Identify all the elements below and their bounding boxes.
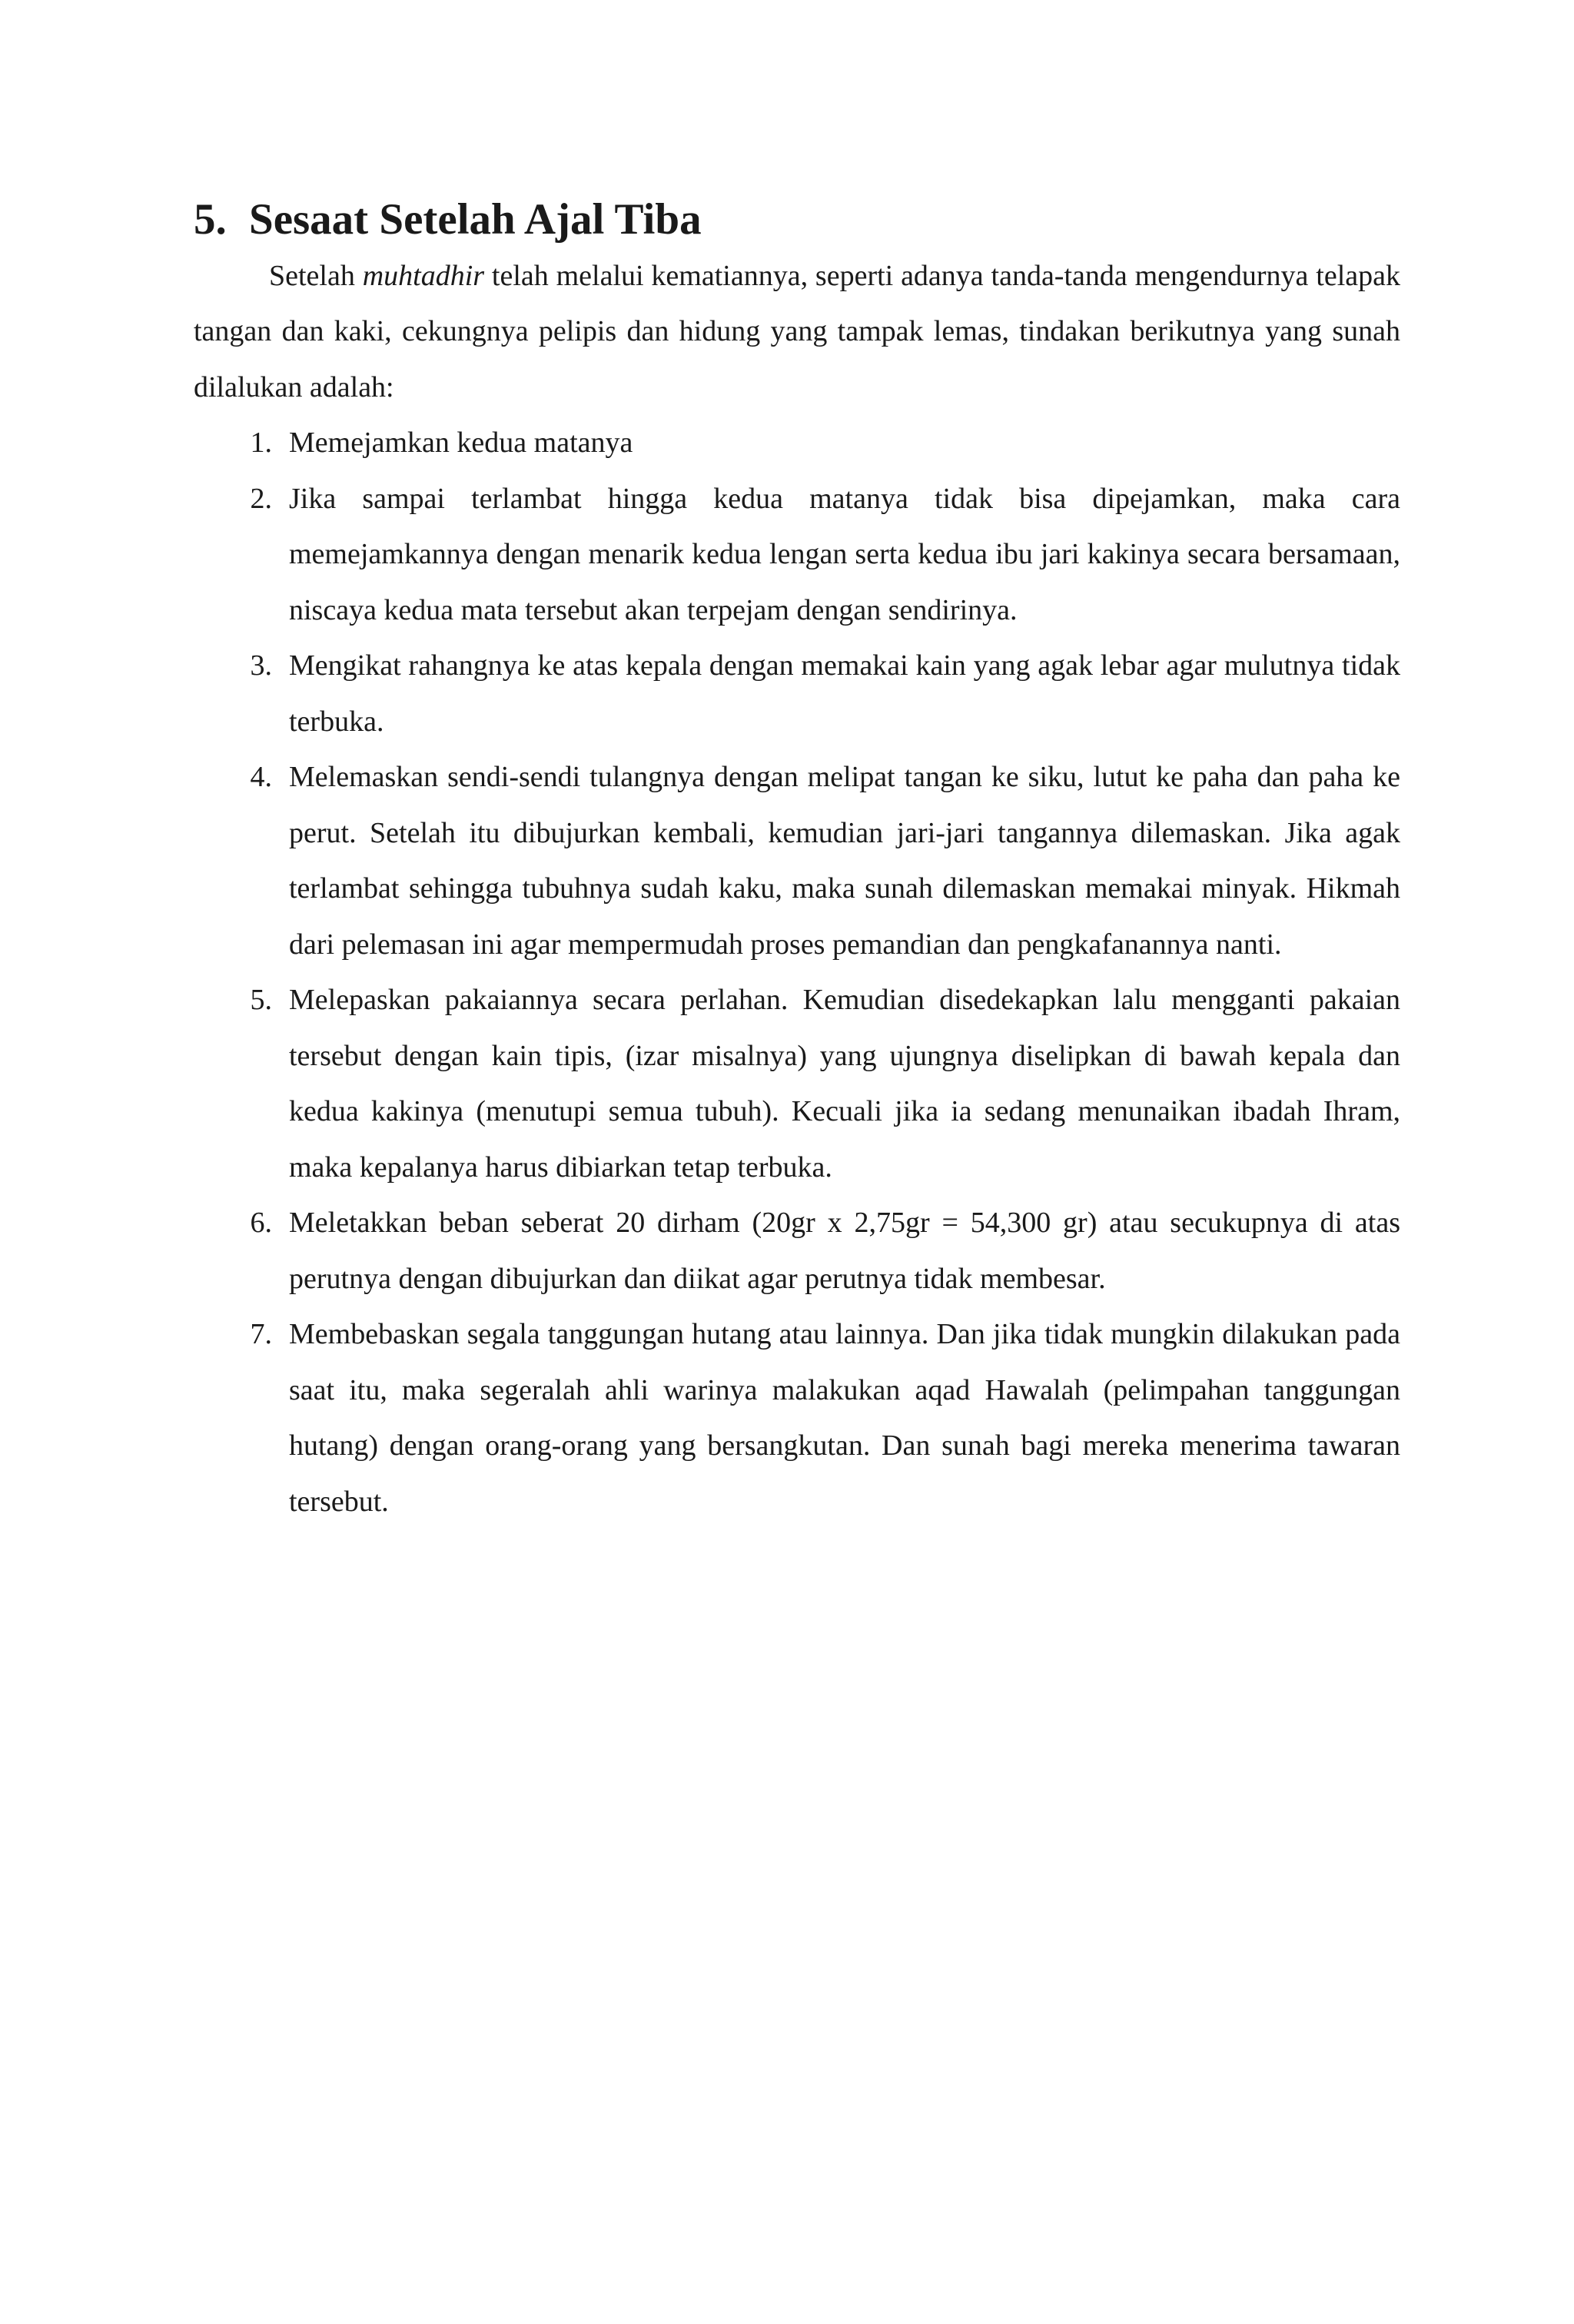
intro-paragraph	[194, 248, 1400, 416]
list-item	[194, 1306, 1400, 1529]
list-item	[194, 749, 1400, 972]
list-item	[194, 415, 1400, 471]
step-text: Memejamkan kedua matanya	[289, 427, 633, 459]
step-number: 1.	[250, 427, 272, 459]
step-text: Jika sampai terlambat hingga kedua matanya tidak bisa dipejamkan, maka cara memejamkannya dengan menarik kedua lengan serta kedua ibu jari kakinya secara bersamaan, niscaya kedua mata tersebut akan terpejam dengan sendirinya.	[289, 482, 1400, 626]
list-item	[194, 638, 1400, 749]
step-number: 5.	[250, 984, 272, 1016]
steps-list	[194, 415, 1400, 1529]
step-number: 4.	[250, 761, 272, 793]
step-number: 3.	[250, 649, 272, 682]
step-text: Membebaskan segala tanggungan hutang atau lainnya. Dan jika tidak mungkin dilakukan pada saat itu, maka segeralah ahli warinya malakukan aqad Hawalah (pelimpahan tanggungan hutang) dengan orang-orang yang bersangkutan. Dan sunah bagi mereka menerima tawaran tersebut.	[289, 1318, 1400, 1518]
section-title: Sesaat Setelah Ajal Tiba	[249, 195, 702, 244]
step-number: 2.	[250, 482, 272, 515]
section-number: 5.	[194, 195, 227, 244]
step-text: Meletakkan beban seberat 20 dirham (20gr x 2,75gr = 54,300 gr) atau secukupnya di atas perutnya dengan dibujurkan dan diikat agar perutnya tidak membesar.	[289, 1207, 1400, 1295]
intro-term: muhtadhir	[362, 259, 485, 292]
list-item	[194, 471, 1400, 639]
step-text: Melemaskan sendi-sendi tulangnya dengan melipat tangan ke siku, lutut ke paha dan paha ke perut. Setelah itu dibujurkan kembali, kemudian jari-jari tangannya dilemaskan. Jika agak terlambat sehingga tubuhnya sudah kaku, maka sunah dilemaskan memakai minyak. Hikmah dari pelemasan ini agar mempermudah proses pemandian dan pengkafanannya nanti.	[289, 761, 1400, 961]
section-heading	[194, 192, 1400, 248]
intro-lead: Setelah	[269, 259, 363, 292]
step-number: 7.	[250, 1318, 272, 1350]
list-item	[194, 972, 1400, 1195]
step-number: 6.	[250, 1207, 272, 1239]
list-item	[194, 1195, 1400, 1306]
document-page	[194, 192, 1400, 1529]
intro-rest: telah melalui kematiannya, seperti adanya tanda-tanda mengendurnya telapak tangan dan kaki, cekungnya pelipis dan hidung yang tampak lemas, tindakan berikutnya yang sunah dilalukan adalah:	[194, 259, 1400, 403]
step-text: Mengikat rahangnya ke atas kepala dengan memakai kain yang agak lebar agar mulutnya tidak terbuka.	[289, 649, 1400, 738]
step-text: Melepaskan pakaiannya secara perlahan. Kemudian disedekapkan lalu mengganti pakaian tersebut dengan kain tipis, (izar misalnya) yang ujungnya diselipkan di bawah kepala dan kedua kakinya (menutupi semua tubuh). Kecuali jika ia sedang menunaikan ibadah Ihram, maka kepalanya harus dibiarkan tetap terbuka.	[289, 984, 1400, 1184]
